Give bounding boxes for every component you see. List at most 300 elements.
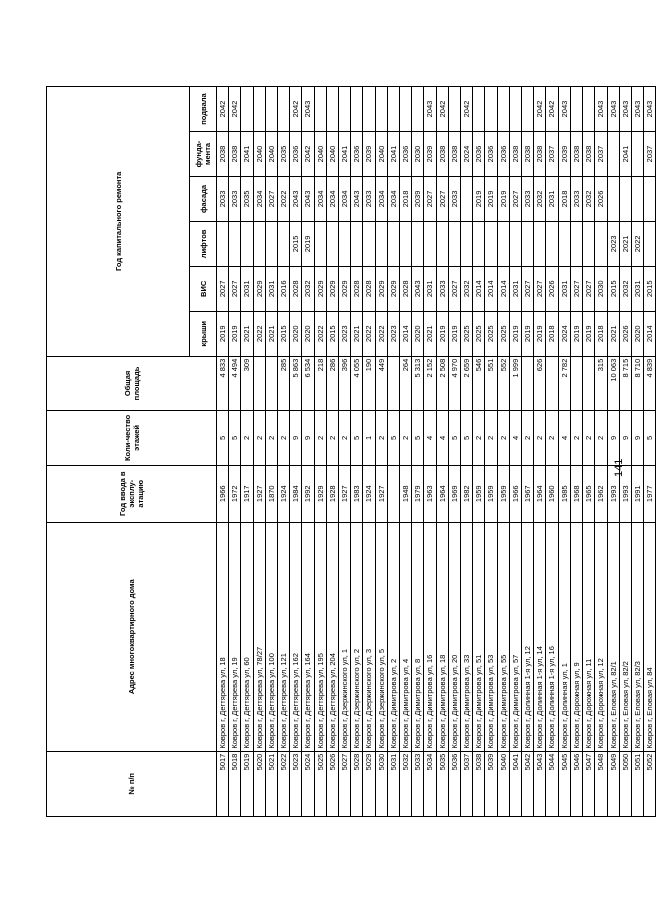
cell-floors: 2 [583, 411, 595, 465]
cell-elevators [241, 221, 253, 266]
cell-elevators [644, 221, 656, 266]
cell-basement: 2043 [558, 87, 570, 132]
table-row [241, 87, 253, 817]
cell-vis: 2029 [339, 266, 351, 311]
cell-facade: 2033 [448, 176, 460, 221]
cell-facade: 2022 [278, 176, 290, 221]
table-body [217, 87, 656, 817]
header-repair-group: Год капитального ремонта [47, 87, 190, 357]
cell-vis: 2033 [436, 266, 448, 311]
cell-area: 264 [400, 356, 412, 410]
table-row [461, 87, 473, 817]
cell-roof: 2023 [339, 311, 351, 356]
cell-basement [473, 87, 485, 132]
header-np: № п/п [47, 751, 217, 816]
cell-area: 218 [314, 356, 326, 410]
cell-facade: 2039 [412, 176, 424, 221]
cell-address: Ковров г, Долинная 1-я ул, 14 [534, 522, 546, 751]
cell-address: Ковров г, Димитрова ул, 51 [473, 522, 485, 751]
cell-address: Ковров г, Долинная 1-я ул, 16 [546, 522, 558, 751]
cell-address: Ковров г, Дегтярева ул, 204 [326, 522, 338, 751]
cell-vis: 2032 [619, 266, 631, 311]
cell-year-built: 1985 [558, 465, 570, 522]
cell-floors: 2 [473, 411, 485, 465]
cell-elevators [461, 221, 473, 266]
cell-roof: 2022 [253, 311, 265, 356]
table-header [47, 87, 217, 817]
cell-facade: 2033 [229, 176, 241, 221]
cell-vis: 2031 [509, 266, 521, 311]
cell-vis: 2031 [631, 266, 643, 311]
cell-roof: 2022 [363, 311, 375, 356]
cell-facade: 2027 [509, 176, 521, 221]
cell-area: 285 [278, 356, 290, 410]
cell-address: Ковров г, Димитрова ул, 53 [485, 522, 497, 751]
cell-np: 5020 [253, 751, 265, 816]
cell-foundation: 2036 [497, 132, 509, 177]
cell-vis: 2028 [290, 266, 302, 311]
cell-area: 286 [326, 356, 338, 410]
cell-np: 5043 [534, 751, 546, 816]
cell-area: 4 055 [351, 356, 363, 410]
cell-area: 546 [473, 356, 485, 410]
table-row [351, 87, 363, 817]
header-floors: Коли-чество этажей [47, 411, 217, 465]
cell-np: 5039 [485, 751, 497, 816]
cell-floors: 5 [461, 411, 473, 465]
cell-np: 5050 [619, 751, 631, 816]
table-row [400, 87, 412, 817]
cell-facade: 2033 [363, 176, 375, 221]
cell-facade: 2018 [558, 176, 570, 221]
cell-roof: 2019 [217, 311, 229, 356]
table-row [570, 87, 582, 817]
cell-floors: 5 [448, 411, 460, 465]
cell-address: Ковров г, Еловая ул, 82/3 [631, 522, 643, 751]
cell-vis: 2026 [546, 266, 558, 311]
cell-year-built: 1917 [241, 465, 253, 522]
cell-address: Ковров г, Дзержинского ул, 2 [351, 522, 363, 751]
cell-roof: 2015 [326, 311, 338, 356]
cell-elevators [412, 221, 424, 266]
cell-np: 5047 [583, 751, 595, 816]
cell-elevators: 2022 [631, 221, 643, 266]
cell-basement [375, 87, 387, 132]
cell-foundation: 2038 [534, 132, 546, 177]
cell-elevators [229, 221, 241, 266]
cell-foundation: 2036 [473, 132, 485, 177]
cell-elevators [387, 221, 399, 266]
header-roof: крыши [190, 311, 217, 356]
cell-basement [351, 87, 363, 132]
cell-foundation: 2037 [644, 132, 656, 177]
cell-area: 552 [497, 356, 509, 410]
cell-floors: 2 [278, 411, 290, 465]
cell-basement: 2043 [644, 87, 656, 132]
cell-foundation: 2038 [217, 132, 229, 177]
cell-area: 8 715 [619, 356, 631, 410]
cell-foundation [607, 132, 619, 177]
cell-floors: 2 [253, 411, 265, 465]
cell-year-built: 1983 [351, 465, 363, 522]
cell-floors: 4 [424, 411, 436, 465]
cell-elevators [436, 221, 448, 266]
cell-basement [485, 87, 497, 132]
cell-elevators [363, 221, 375, 266]
table-row [546, 87, 558, 817]
header-year-built: Год ввода в эксплу-атацию [47, 465, 217, 522]
cell-floors: 5 [644, 411, 656, 465]
cell-address: Ковров г, Дзержинского ул, 3 [363, 522, 375, 751]
cell-area: 309 [241, 356, 253, 410]
cell-area: 315 [595, 356, 607, 410]
cell-np: 5028 [351, 751, 363, 816]
cell-area: 2 659 [461, 356, 473, 410]
cell-roof: 2019 [229, 311, 241, 356]
cell-elevators [278, 221, 290, 266]
cell-facade: 2026 [595, 176, 607, 221]
cell-np: 5027 [339, 751, 351, 816]
cell-basement: 2042 [534, 87, 546, 132]
cell-roof: 2023 [387, 311, 399, 356]
table-row [217, 87, 229, 817]
cell-np: 5045 [558, 751, 570, 816]
cell-facade [644, 176, 656, 221]
cell-vis: 2028 [400, 266, 412, 311]
cell-facade: 2043 [351, 176, 363, 221]
cell-address: Ковров г, Еловая ул, 82/1 [607, 522, 619, 751]
table-row [473, 87, 485, 817]
cell-elevators [314, 221, 326, 266]
cell-floors: 9 [619, 411, 631, 465]
cell-foundation: 2040 [314, 132, 326, 177]
cell-address: Ковров г, Дзержинского ул, 1 [339, 522, 351, 751]
cell-np: 5018 [229, 751, 241, 816]
cell-address: Ковров г, Димитрова ул, 20 [448, 522, 460, 751]
cell-year-built: 1982 [461, 465, 473, 522]
cell-year-built: 1984 [290, 465, 302, 522]
cell-address: Ковров г, Димитрова ул, 18 [436, 522, 448, 751]
cell-roof: 2021 [241, 311, 253, 356]
cell-foundation: 2041 [387, 132, 399, 177]
cell-vis: 2032 [461, 266, 473, 311]
cell-vis: 2027 [570, 266, 582, 311]
cell-foundation: 2041 [619, 132, 631, 177]
cell-facade: 2034 [253, 176, 265, 221]
cell-year-built: 1969 [448, 465, 460, 522]
cell-floors: 2 [485, 411, 497, 465]
header-facade: фасада [190, 176, 217, 221]
cell-np: 5048 [595, 751, 607, 816]
cell-roof: 2020 [631, 311, 643, 356]
cell-basement [522, 87, 534, 132]
cell-basement: 2043 [607, 87, 619, 132]
cell-area: 5 863 [290, 356, 302, 410]
cell-foundation: 2037 [595, 132, 607, 177]
cell-basement [339, 87, 351, 132]
cell-np: 5052 [644, 751, 656, 816]
cell-elevators [534, 221, 546, 266]
header-vis: ВИС [190, 266, 217, 311]
cell-vis: 2032 [302, 266, 314, 311]
table-row [436, 87, 448, 817]
cell-address: Ковров г, Дорожная ул, 9 [570, 522, 582, 751]
cell-elevators [497, 221, 509, 266]
cell-basement: 2042 [290, 87, 302, 132]
cell-area: 396 [339, 356, 351, 410]
cell-vis: 2027 [522, 266, 534, 311]
cell-year-built: 1959 [497, 465, 509, 522]
cell-foundation: 2036 [485, 132, 497, 177]
cell-roof: 2020 [412, 311, 424, 356]
cell-basement [400, 87, 412, 132]
cell-basement: 2042 [546, 87, 558, 132]
cell-foundation: 2038 [448, 132, 460, 177]
cell-floors: 5 [412, 411, 424, 465]
cell-floors: 2 [326, 411, 338, 465]
cell-floors: 2 [546, 411, 558, 465]
cell-address: Ковров г, Дегтярева ул, 121 [278, 522, 290, 751]
cell-elevators [253, 221, 265, 266]
cell-foundation: 2040 [326, 132, 338, 177]
cell-np: 5029 [363, 751, 375, 816]
page-number: 141 [613, 458, 625, 477]
cell-address: Ковров г, Дегтярева ул, 60 [241, 522, 253, 751]
cell-area: 4 839 [644, 356, 656, 410]
cell-foundation: 2030 [412, 132, 424, 177]
table-row [509, 87, 521, 817]
cell-facade [461, 176, 473, 221]
cell-year-built: 1924 [278, 465, 290, 522]
table-row [448, 87, 460, 817]
cell-area: 2 508 [436, 356, 448, 410]
cell-vis: 2030 [595, 266, 607, 311]
cell-foundation: 2038 [583, 132, 595, 177]
cell-elevators [583, 221, 595, 266]
cell-elevators [339, 221, 351, 266]
table-row [363, 87, 375, 817]
capital-repair-table [46, 86, 656, 817]
cell-area [387, 356, 399, 410]
cell-year-built: 1929 [314, 465, 326, 522]
cell-vis: 2028 [363, 266, 375, 311]
cell-elevators: 2015 [290, 221, 302, 266]
cell-roof: 2019 [509, 311, 521, 356]
cell-address: Ковров г, Димитрова ул, 57 [509, 522, 521, 751]
cell-np: 5038 [473, 751, 485, 816]
cell-vis: 2027 [448, 266, 460, 311]
header-foundation: фунда-мента [190, 132, 217, 177]
cell-elevators [546, 221, 558, 266]
cell-address: Ковров г, Дзержинского ул, 5 [375, 522, 387, 751]
cell-basement [583, 87, 595, 132]
cell-facade: 2032 [534, 176, 546, 221]
cell-year-built: 1991 [631, 465, 643, 522]
cell-basement: 2042 [229, 87, 241, 132]
cell-elevators [424, 221, 436, 266]
cell-basement [314, 87, 326, 132]
cell-year-built: 1966 [217, 465, 229, 522]
cell-elevators [265, 221, 277, 266]
cell-roof: 2022 [375, 311, 387, 356]
cell-area [546, 356, 558, 410]
table-row [644, 87, 656, 817]
cell-floors: 2 [497, 411, 509, 465]
header-elevators: лифтов [190, 221, 217, 266]
cell-vis: 2027 [229, 266, 241, 311]
cell-np: 5041 [509, 751, 521, 816]
cell-roof: 2019 [583, 311, 595, 356]
cell-facade: 2043 [290, 176, 302, 221]
cell-floors: 2 [400, 411, 412, 465]
cell-roof: 2014 [400, 311, 412, 356]
cell-np: 5024 [302, 751, 314, 816]
cell-np: 5034 [424, 751, 436, 816]
table-row [375, 87, 387, 817]
cell-basement: 2043 [619, 87, 631, 132]
cell-roof: 2025 [485, 311, 497, 356]
cell-floors: 2 [241, 411, 253, 465]
cell-area [253, 356, 265, 410]
cell-vis: 2031 [558, 266, 570, 311]
cell-roof: 2019 [522, 311, 534, 356]
table-row [253, 87, 265, 817]
cell-address: Ковров г, Димитрова ул, 4 [400, 522, 412, 751]
cell-np: 5017 [217, 751, 229, 816]
cell-elevators [570, 221, 582, 266]
cell-vis: 2031 [241, 266, 253, 311]
cell-np: 5035 [436, 751, 448, 816]
cell-facade: 2027 [265, 176, 277, 221]
cell-np: 5040 [497, 751, 509, 816]
cell-address: Ковров г, Дегтярева ул, 19 [229, 522, 241, 751]
cell-roof: 2021 [424, 311, 436, 356]
table-row [631, 87, 643, 817]
cell-vis: 2014 [485, 266, 497, 311]
cell-year-built [387, 465, 399, 522]
cell-np: 5046 [570, 751, 582, 816]
cell-address: Ковров г, Дегтярева ул, 100 [265, 522, 277, 751]
cell-year-built: 1960 [546, 465, 558, 522]
cell-facade: 2032 [583, 176, 595, 221]
cell-floors: 9 [290, 411, 302, 465]
cell-floors: 5 [351, 411, 363, 465]
cell-np: 5023 [290, 751, 302, 816]
cell-roof: 2026 [619, 311, 631, 356]
cell-year-built: 1965 [583, 465, 595, 522]
cell-floors: 5 [229, 411, 241, 465]
cell-basement [253, 87, 265, 132]
cell-vis: 2029 [387, 266, 399, 311]
cell-foundation: 2038 [570, 132, 582, 177]
cell-foundation: 2039 [558, 132, 570, 177]
cell-vis: 2027 [534, 266, 546, 311]
cell-vis: 2027 [217, 266, 229, 311]
cell-elevators [473, 221, 485, 266]
cell-address: Ковров г, Еловая ул, 84 [644, 522, 656, 751]
cell-facade: 2027 [436, 176, 448, 221]
cell-elevators [509, 221, 521, 266]
cell-area [570, 356, 582, 410]
cell-vis: 2016 [278, 266, 290, 311]
cell-basement: 2042 [217, 87, 229, 132]
cell-facade: 2034 [339, 176, 351, 221]
cell-address: Ковров г, Долинная 1-я ул, 12 [522, 522, 534, 751]
cell-year-built: 1993 [619, 465, 631, 522]
cell-floors: 2 [314, 411, 326, 465]
cell-area [583, 356, 595, 410]
table-row [522, 87, 534, 817]
cell-foundation: 2042 [302, 132, 314, 177]
cell-foundation: 2036 [400, 132, 412, 177]
table-row [619, 87, 631, 817]
cell-facade: 2043 [302, 176, 314, 221]
cell-elevators [400, 221, 412, 266]
table-row [302, 87, 314, 817]
cell-floors: 5 [387, 411, 399, 465]
cell-vis: 2028 [351, 266, 363, 311]
cell-vis: 2015 [644, 266, 656, 311]
cell-foundation: 2024 [461, 132, 473, 177]
cell-facade: 2019 [473, 176, 485, 221]
cell-facade: 2034 [326, 176, 338, 221]
cell-roof: 2020 [302, 311, 314, 356]
cell-basement [363, 87, 375, 132]
cell-year-built: 1948 [400, 465, 412, 522]
cell-facade: 2034 [375, 176, 387, 221]
cell-area: 5 313 [412, 356, 424, 410]
table-row [497, 87, 509, 817]
cell-roof: 2025 [473, 311, 485, 356]
cell-address: Ковров г, Дегтярева ул, 78/27 [253, 522, 265, 751]
cell-basement [326, 87, 338, 132]
table-row [387, 87, 399, 817]
cell-foundation: 2036 [290, 132, 302, 177]
cell-area: 8 710 [631, 356, 643, 410]
cell-year-built: 1959 [485, 465, 497, 522]
cell-year-built: 1972 [229, 465, 241, 522]
cell-vis: 2015 [607, 266, 619, 311]
cell-address: Ковров г, Еловая ул, 82/2 [619, 522, 631, 751]
cell-area: 6 534 [302, 356, 314, 410]
cell-floors: 2 [595, 411, 607, 465]
cell-address: Ковров г, Димитрова ул, 16 [424, 522, 436, 751]
cell-vis: 2029 [326, 266, 338, 311]
cell-vis: 2014 [497, 266, 509, 311]
cell-roof: 2019 [570, 311, 582, 356]
cell-floors: 2 [522, 411, 534, 465]
cell-foundation: 2038 [509, 132, 521, 177]
cell-np: 5030 [375, 751, 387, 816]
cell-year-built: 1964 [436, 465, 448, 522]
cell-np: 5025 [314, 751, 326, 816]
cell-facade: 2027 [424, 176, 436, 221]
cell-area: 190 [363, 356, 375, 410]
cell-floors: 5 [217, 411, 229, 465]
cell-year-built: 1963 [424, 465, 436, 522]
cell-np: 5032 [400, 751, 412, 816]
cell-np: 5022 [278, 751, 290, 816]
cell-year-built: 1967 [522, 465, 534, 522]
cell-facade [631, 176, 643, 221]
cell-roof: 2018 [546, 311, 558, 356]
cell-roof: 2025 [461, 311, 473, 356]
cell-area [522, 356, 534, 410]
cell-basement [241, 87, 253, 132]
cell-elevators [351, 221, 363, 266]
cell-foundation: 2038 [522, 132, 534, 177]
cell-floors: 2 [534, 411, 546, 465]
